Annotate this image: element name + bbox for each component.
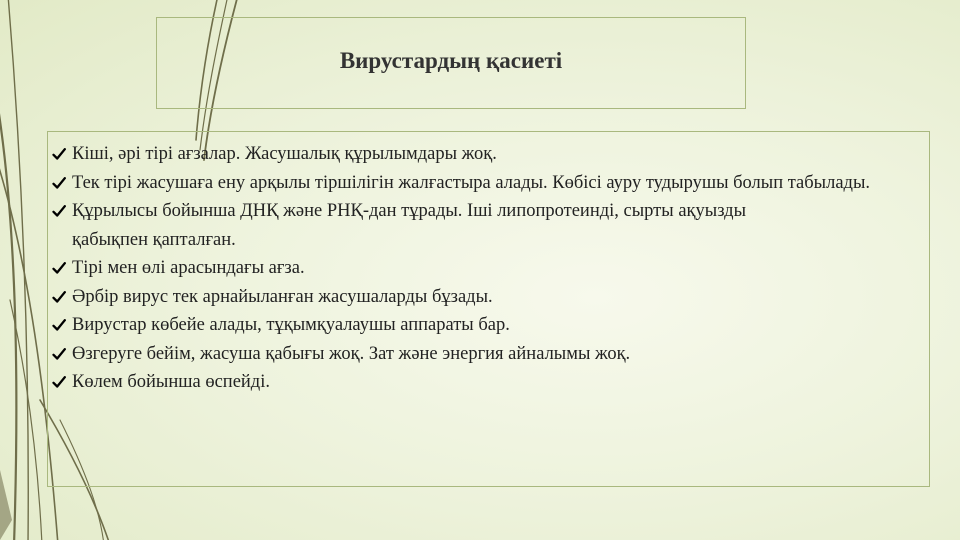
- title-box: [156, 17, 746, 109]
- list-item: [52, 197, 924, 254]
- checkmark-icon: [52, 368, 69, 397]
- bullet-list: [52, 140, 924, 397]
- list-item-text: Тірі мен өлі арасындағы ағза.: [72, 258, 305, 278]
- list-item-text: Вирустар көбейе алады, тұқымқуалаушы аппараты бар.: [72, 315, 510, 335]
- list-item-text: Көлем бойынша өспейді.: [72, 372, 270, 392]
- checkmark-icon: [52, 140, 69, 169]
- list-item-text: Тек тірі жасушаға ену арқылы тіршілігін жалғастыра алады. Көбісі ауру тудырушы болып табылады.: [72, 172, 871, 193]
- list-item: [52, 254, 924, 283]
- list-item-text: Өзгеруге бейім, жасуша қабығы жоқ. Зат және энергия айналымы жоқ.: [72, 343, 631, 364]
- checkmark-icon: [52, 311, 69, 340]
- list-item: [52, 340, 924, 369]
- checkmark-icon: [52, 340, 69, 369]
- slide-title: Вирустардың қасиеті: [339, 48, 563, 73]
- checkmark-icon: [52, 169, 69, 198]
- list-item: [52, 311, 924, 340]
- list-item: [52, 169, 924, 198]
- list-item: [52, 368, 924, 397]
- list-item-text: Кіші, әрі тірі ағзалар. Жасушалық құрылымдары жоқ.: [72, 144, 497, 164]
- list-item-text: Әрбір вирус тек арнайыланған жасушаларды бұзады.: [72, 286, 493, 307]
- checkmark-icon: [52, 254, 69, 283]
- list-item-text: Құрылысы бойынша ДНҚ және РНҚ-дан тұрады. Іші липопротеинді, сырты ақуызды қабықпен қапталған.: [72, 201, 747, 250]
- content-box: [47, 131, 930, 487]
- checkmark-icon: [52, 197, 69, 226]
- list-item: [52, 140, 924, 169]
- list-item: [52, 283, 924, 312]
- checkmark-icon: [52, 283, 69, 312]
